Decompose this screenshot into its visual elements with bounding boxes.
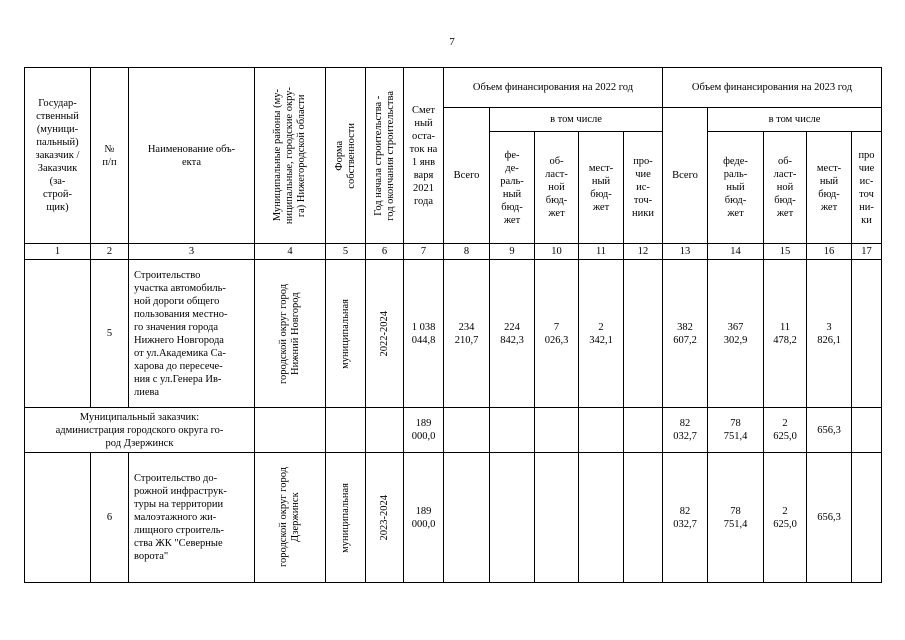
- page-number: 7: [449, 36, 455, 48]
- table-row: [25, 260, 882, 408]
- column-number: 10: [535, 244, 579, 260]
- customer-label: Муниципальный заказчик: администрация городского округа го- род Дзержинск: [25, 408, 255, 453]
- row6-2023-federal: 78 751,4: [708, 453, 764, 583]
- header-regional-2023: об- ласт- ной бюд- жет: [764, 132, 807, 244]
- column-number: 16: [807, 244, 852, 260]
- customer-balance: 189 000,0: [404, 408, 444, 453]
- header-fin-2023: Объем финансирования на 2023 год: [663, 68, 882, 108]
- header-local-2022: мест- ный бюд- жет: [579, 132, 624, 244]
- column-number: 8: [444, 244, 490, 260]
- header-customer: Государ- ственный (муници- пальный) заказчик / Заказчик (за- строй- щик): [25, 68, 91, 244]
- row6-years: 2023-2024: [366, 453, 404, 583]
- header-total-2022: Всего: [444, 108, 490, 244]
- column-number: 13: [663, 244, 708, 260]
- column-number: 3: [129, 244, 255, 260]
- column-number: 17: [852, 244, 882, 260]
- row5-2022-other: [624, 260, 663, 408]
- header-balance: Смет ный оста- ток на 1 янв варя 2021 года: [404, 68, 444, 244]
- column-number-row: [25, 244, 882, 260]
- row5-district: городской округ город Нижний Новгород: [255, 260, 326, 408]
- row5-2022-total: 234 210,7: [444, 260, 490, 408]
- row5-balance: 1 038 044,8: [404, 260, 444, 408]
- customer-2023-federal: 78 751,4: [708, 408, 764, 453]
- header-including-2023: в том числе: [708, 108, 882, 132]
- row5-2023-regional: 11 478,2: [764, 260, 807, 408]
- header-local-2023: мест- ный бюд- жет: [807, 132, 852, 244]
- header-num: № п/п: [91, 68, 129, 244]
- header-total-2023: Всего: [663, 108, 708, 244]
- row5-2023-federal: 367 302,9: [708, 260, 764, 408]
- header-object-name: Наименование объ- екта: [129, 68, 255, 244]
- row5-object-name: Строительство участка автомобиль- ной дороги общего пользования местно- го значения города Нижнего Новгорода от ул.Академика Са- харова до пересече- ния с ул.Генера Ив- лиева: [129, 260, 255, 408]
- row6-balance: 189 000,0: [404, 453, 444, 583]
- row5-2023-other: [852, 260, 882, 408]
- header-districts: Муниципальные районы (му- ниципальные, городские окру- га) Нижегородской области: [255, 68, 326, 244]
- row5-2022-local: 2 342,1: [579, 260, 624, 408]
- header-federal-2022: фе- де- раль- ный бюд- жет: [490, 132, 535, 244]
- column-number: 5: [326, 244, 366, 260]
- customer-2023-total: 82 032,7: [663, 408, 708, 453]
- column-number: 14: [708, 244, 764, 260]
- header-federal-2023: феде- раль- ный бюд- жет: [708, 132, 764, 244]
- row5-ownership: муниципальная: [326, 260, 366, 408]
- financing-table: [24, 67, 882, 583]
- row5-2022-federal: 224 842,3: [490, 260, 535, 408]
- column-number: 11: [579, 244, 624, 260]
- column-number: 12: [624, 244, 663, 260]
- column-number: 6: [366, 244, 404, 260]
- row6-2023-total: 82 032,7: [663, 453, 708, 583]
- row5-num: 5: [91, 260, 129, 408]
- row5-2023-local: 3 826,1: [807, 260, 852, 408]
- header-other-2023: про чие ис- точ ни- ки: [852, 132, 882, 244]
- row5-2023-total: 382 607,2: [663, 260, 708, 408]
- row6-2023-local: 656,3: [807, 453, 852, 583]
- column-number: 15: [764, 244, 807, 260]
- header-years: Год начала строительства - год окончания строительства: [366, 68, 404, 244]
- table-row: [25, 453, 882, 583]
- column-number: 2: [91, 244, 129, 260]
- header-including-2022: в том числе: [490, 108, 663, 132]
- customer-2023-local: 656,3: [807, 408, 852, 453]
- column-number: 4: [255, 244, 326, 260]
- header-fin-2022: Объем финансирования на 2022 год: [444, 68, 663, 108]
- row6-object-name: Строительство до- рожной инфраструк- туры на территории малоэтажного жи- лищного строитель- ства ЖК "Северные ворота": [129, 453, 255, 583]
- header-ownership: Форма собственности: [326, 68, 366, 244]
- header-other-2022: про- чие ис- точ- ники: [624, 132, 663, 244]
- column-number: 9: [490, 244, 535, 260]
- row6-district: городской округ город Дзержинск: [255, 453, 326, 583]
- header-regional-2022: об- ласт- ной бюд- жет: [535, 132, 579, 244]
- row6-2023-regional: 2 625,0: [764, 453, 807, 583]
- row6-customer: [25, 453, 91, 583]
- row6-ownership: муниципальная: [326, 453, 366, 583]
- column-number: 1: [25, 244, 91, 260]
- customer-2023-regional: 2 625,0: [764, 408, 807, 453]
- row6-num: 6: [91, 453, 129, 583]
- row5-2022-regional: 7 026,3: [535, 260, 579, 408]
- column-number: 7: [404, 244, 444, 260]
- row5-years: 2022-2024: [366, 260, 404, 408]
- table-row: [25, 408, 882, 453]
- row5-customer: [25, 260, 91, 408]
